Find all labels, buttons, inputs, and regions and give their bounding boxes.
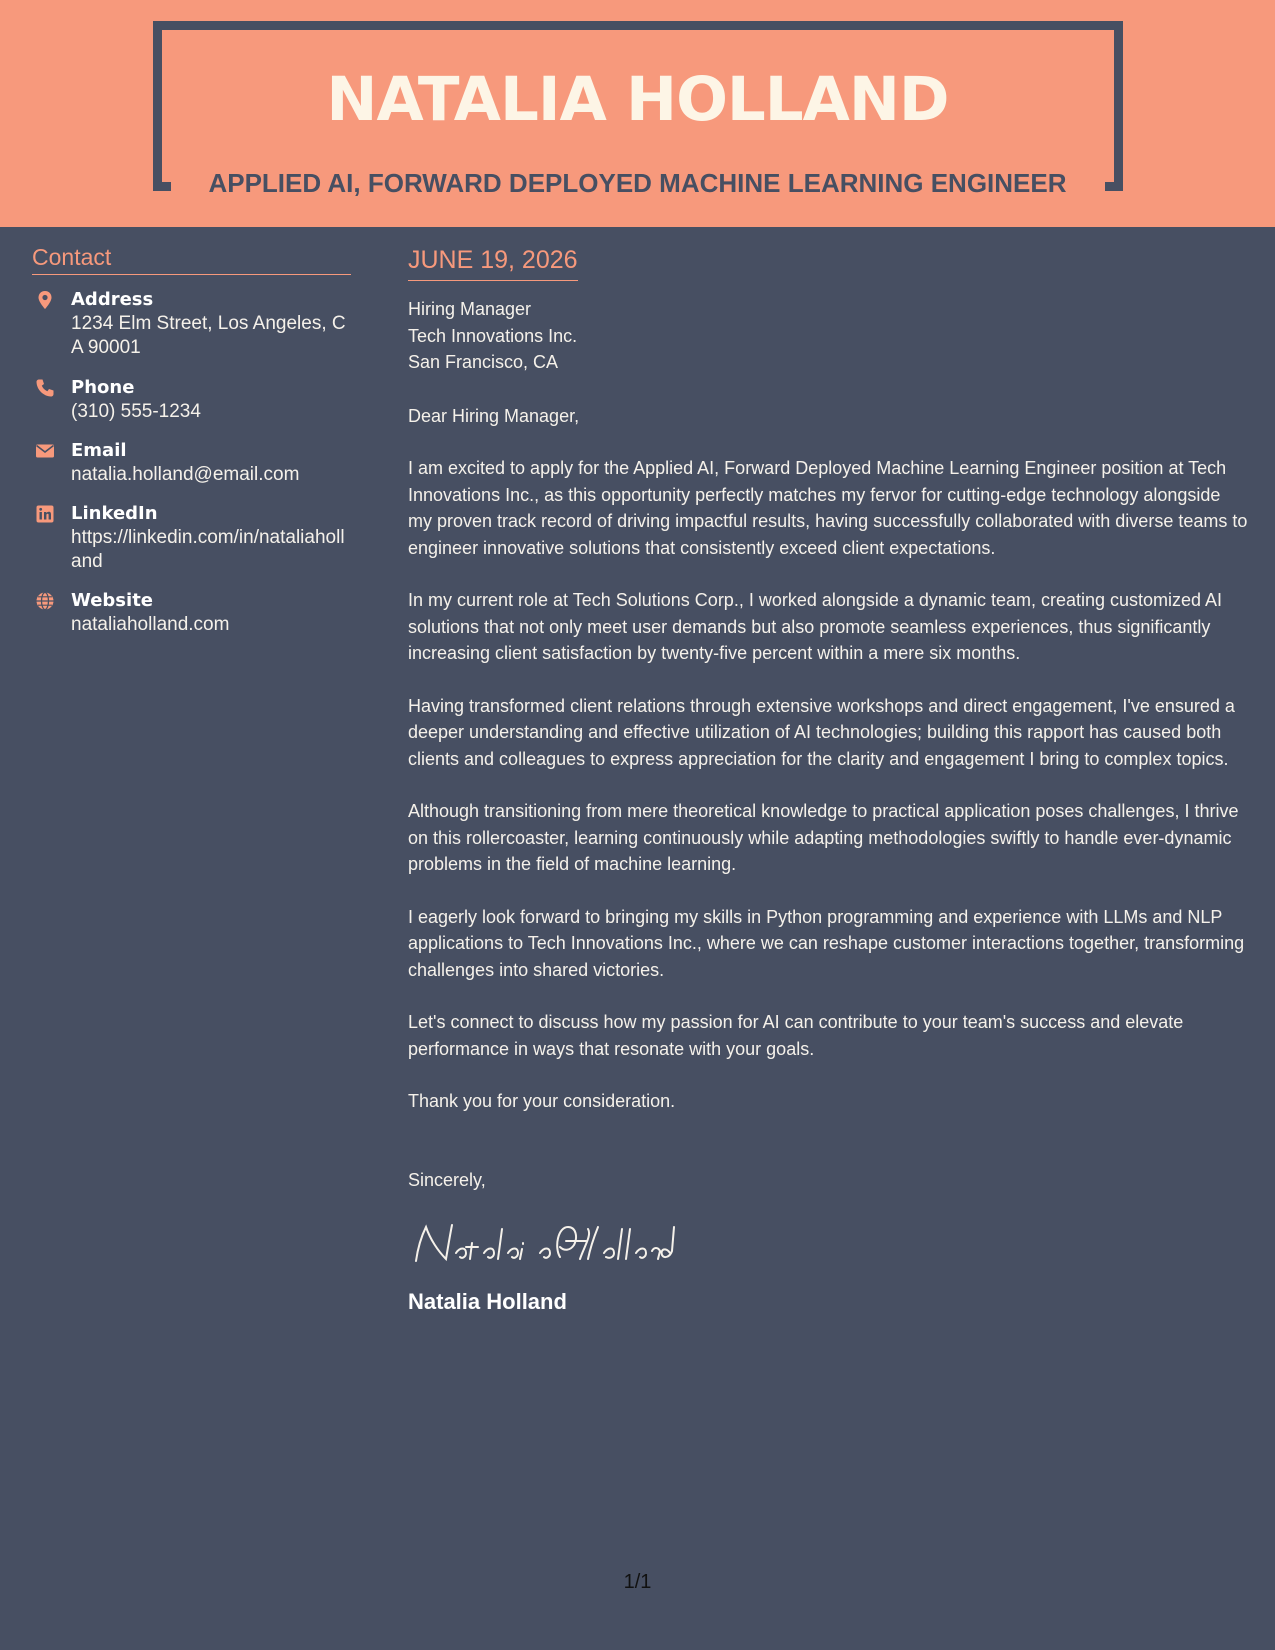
letter-paragraph: Let's connect to discuss how my passion for AI can contribute to your team's success and elevate performance in ways that resonate with your goals. — [408, 1012, 1184, 1059]
salutation: Dear Hiring Manager, — [408, 405, 580, 426]
contact-phone — [32, 376, 351, 424]
phone-icon — [35, 378, 55, 398]
letter-body — [408, 243, 1248, 1317]
contact-value-address: 1234 Elm Street, Los Angeles, CA 90001 — [71, 313, 346, 358]
contact-value-website[interactable]: nataliaholland.com — [71, 614, 230, 635]
signer-name: Natalia Holland — [408, 1289, 567, 1314]
letter-paragraph: In my current role at Tech Solutions Corp., I worked alongside a dynamic team, creating customized AI solutions that not only meet user demands but also promote seamless experiences, thus significantly increasing client satisfaction by twenty-five percent within a mere six months. — [408, 590, 1223, 663]
contact-label-email: Email — [71, 440, 127, 461]
map-pin-icon — [35, 290, 55, 310]
contact-website — [32, 589, 351, 637]
contact-value-email[interactable]: natalia.holland@email.com — [71, 464, 300, 485]
header-banner — [0, 0, 1275, 227]
job-title: APPLIED AI, FORWARD DEPLOYED MACHINE LEARNING ENGINEER — [208, 168, 1067, 198]
contact-label-website: Website — [71, 590, 154, 611]
envelope-icon — [35, 441, 55, 461]
globe-icon — [35, 591, 55, 611]
contact-address — [32, 288, 351, 360]
recipient-line: San Francisco, CA — [408, 352, 559, 372]
letter-paragraph: I eagerly look forward to bringing my skills in Python programming and experience with LLMs and NLP applications to Tech Innovations Inc., where we can reshape customer interactions together, transforming challenges into shared victories. — [408, 906, 1245, 980]
closing: Sincerely, — [408, 1169, 486, 1190]
handwritten-signature — [408, 1217, 678, 1271]
contact-label-phone: Phone — [71, 377, 135, 398]
letter-paragraph: Although transitioning from mere theoretical knowledge to practical application poses challenges, I thrive on this rollercoaster, learning continuously while adapting methodologies swiftly to handle ever-dynamic problems in the field of machine learning. — [408, 801, 1239, 874]
contact-linkedin — [32, 502, 351, 574]
contact-value-linkedin[interactable]: https://linkedin.com/in/nataliaholland — [71, 527, 345, 572]
contact-sidebar — [32, 243, 351, 637]
contact-heading: Contact — [32, 243, 351, 275]
applicant-name: NATALIA HOLLAND — [326, 64, 949, 135]
letter-paragraph: Having transformed client relations through extensive workshops and direct engagement, I've ensured a deeper understanding and effective utilization of AI technologies; building this rapport has caused both clients and colleagues to express appreciation for the clarity and engagement I bring to complex topics. — [408, 695, 1235, 769]
contact-label-linkedin: LinkedIn — [71, 503, 158, 524]
recipient-block — [408, 296, 1248, 376]
contact-label-address: Address — [71, 289, 154, 310]
linkedin-icon — [35, 504, 55, 524]
contact-value-phone[interactable]: (310) 555-1234 — [71, 401, 201, 422]
signature-image — [408, 1217, 1248, 1271]
letter-paragraph: Thank you for your consideration. — [408, 1091, 676, 1111]
page-number: 1/1 — [623, 1571, 652, 1593]
recipient-line: Tech Innovations Inc. — [408, 325, 578, 346]
recipient-line: Hiring Manager — [408, 299, 532, 319]
contact-email — [32, 439, 351, 487]
letter-paragraph: I am excited to apply for the Applied AI, Forward Deployed Machine Learning Engineer position at Tech Innovations Inc., as this opportunity perfectly matches my fervor for cutting-edge technology alongside my proven track record of driving impactful results, having successfully collaborated with diverse teams to engineer innovative solutions that consistently exceed client expectations. — [408, 458, 1248, 558]
letter-date: JUNE 19, 2026 — [408, 243, 578, 281]
